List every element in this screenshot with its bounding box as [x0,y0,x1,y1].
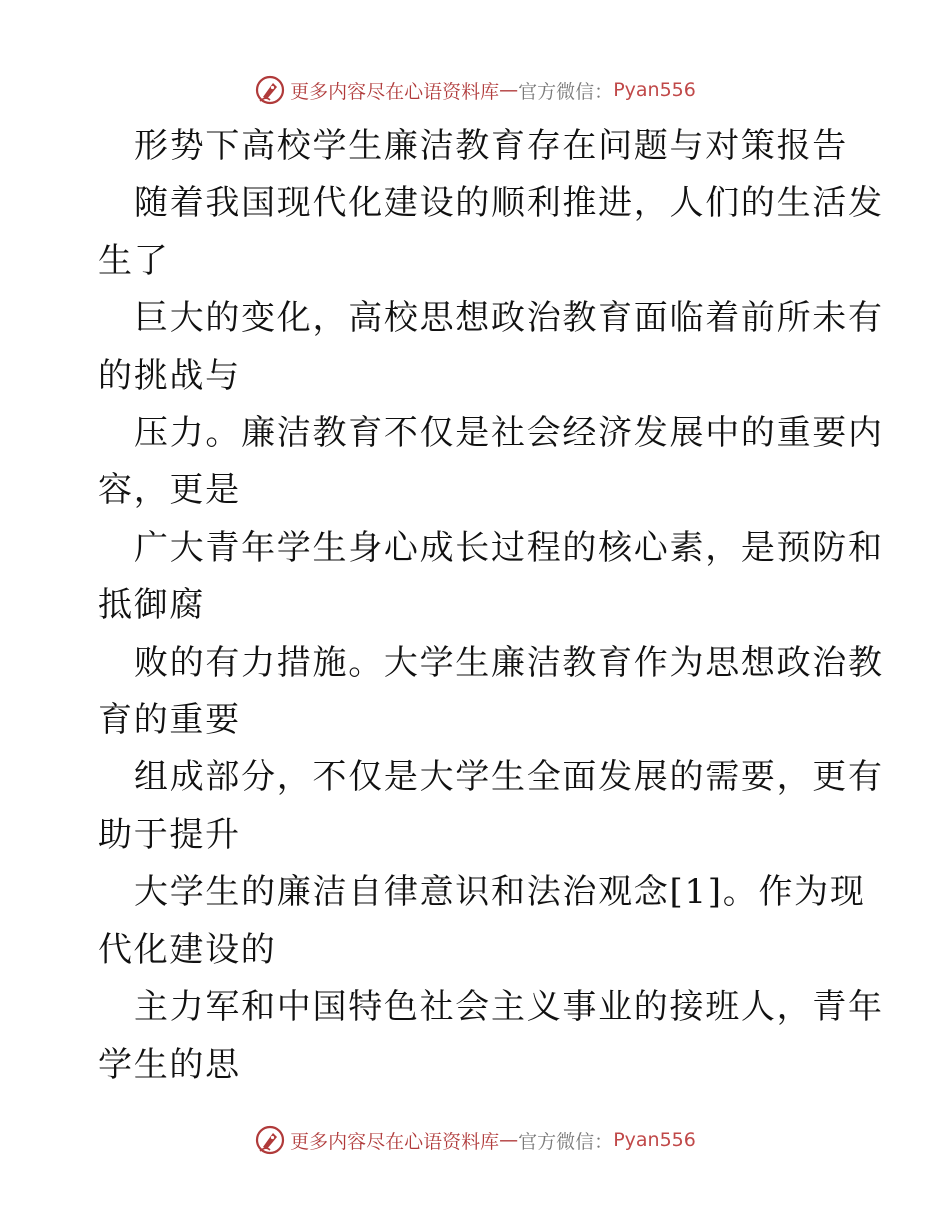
paragraph-line: 助于提升 [98,814,241,855]
document-title: 形势下高校学生廉洁教育存在问题与对策报告 [134,126,848,166]
paragraph-line: 抵御腐 [98,585,206,626]
paragraph-line: 主力军和中国特色社会主义事业的接班人，青年 [134,987,884,1028]
banner-dash: — [499,79,519,101]
banner-title: 更多内容尽在心语资料库 [290,1130,500,1153]
footer-banner [0,1120,950,1160]
paragraph-line: 育的重要 [98,700,241,741]
pen-nib-logo-icon [254,1124,286,1156]
paragraph-line: 生了 [98,240,170,281]
banner-wechat-label: 官方微信： [518,80,614,103]
paragraph-line: 败的有力措施。大学生廉洁教育作为思想政治教 [134,642,884,683]
header-banner [0,70,950,110]
pen-nib-logo-icon [254,74,286,106]
banner-title: 更多内容尽在心语资料库 [290,80,500,103]
banner-wechat-label: 官方微信： [518,1130,614,1153]
paragraph-line: 容，更是 [98,470,241,511]
paragraph-line: 的挑战与 [98,355,241,396]
banner-dash: — [499,1129,519,1151]
paragraph-line: 随着我国现代化建设的顺利推进，人们的生活发 [134,183,884,224]
paragraph-line: 组成部分，不仅是大学生全面发展的需要，更有 [134,757,884,798]
paragraph-line: 巨大的变化，高校思想政治教育面临着前所未有 [134,298,884,339]
paragraph-line: 广大青年学生身心成长过程的核心素，是预防和 [134,527,884,568]
banner-wechat-id: Pyan556 [613,79,696,101]
paragraph-line: 大学生的廉洁自律意识和法治观念[1]。作为现 [134,872,866,913]
banner-wechat-id: Pyan556 [613,1129,696,1151]
paragraph-line: 压力。廉洁教育不仅是社会经济发展中的重要内 [134,413,884,454]
document-body [98,118,884,1094]
paragraph-line: 代化建设的 [98,929,277,970]
paragraph-line: 学生的思 [98,1044,241,1085]
